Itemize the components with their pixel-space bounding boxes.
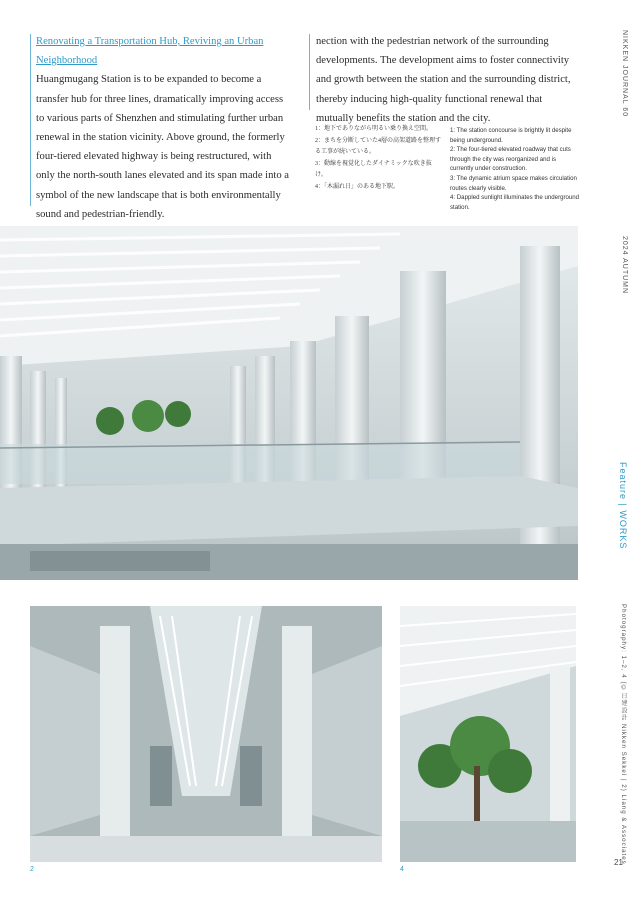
article-paragraph-2-continued: nection with the pedestrian network of the surrounding developments. The development aims to foster connectivity and growth between the station and the surrounding district, thereby inducing high-quality functional renewal that mutually benefits the station and the city. bbox=[316, 36, 571, 124]
caption-en-4: 4: Dappled sunlight illuminates the underground station. bbox=[450, 194, 580, 211]
caption-ja-2: 2：まちを分断していた4層の高架道路を整理する工事が続いている。 bbox=[315, 137, 442, 156]
caption-ja-4: 4：「木漏れ日」のある地下駅。 bbox=[315, 183, 400, 190]
photo-concourse bbox=[0, 226, 578, 580]
caption-en-1: 1: The station concourse is brightly lit despite being underground. bbox=[450, 127, 572, 144]
page-number: 21 bbox=[614, 858, 623, 867]
column-rule-left bbox=[30, 34, 31, 206]
captions-japanese bbox=[315, 124, 441, 194]
caption-en-2: 2: The four-tiered elevated roadway that cuts through the city was reorganized and is currently under construction. bbox=[450, 146, 571, 173]
photo-concourse-image bbox=[0, 226, 578, 580]
figure-label-4: 4 bbox=[400, 866, 404, 873]
photo-credit: Photography: 1–2, 4 (©日建設計 Nikken Sekkei | 2) Liang & Associates bbox=[620, 604, 627, 865]
caption-ja-3: 3：動線を視覚化したダイナミックな吹き抜け。 bbox=[315, 160, 432, 179]
article-heading: Renovating a Transportation Hub, Reviving an Urban Neighborhood bbox=[36, 36, 264, 67]
running-header-season: 2024 AUTUMN bbox=[621, 236, 628, 295]
article-column-right bbox=[316, 32, 578, 128]
running-header-section: Feature | WORKS bbox=[618, 462, 628, 550]
column-rule-right bbox=[309, 34, 310, 110]
caption-ja-1: 1：地下でありながら明るい乗り換え空間。 bbox=[315, 126, 433, 132]
photo-garden bbox=[400, 606, 576, 862]
figure-label-2: 2 bbox=[30, 866, 34, 873]
article-paragraph-1: Huangmugang Station is to be expanded to become a transfer hub for three lines, dramatically improving access to various parts of Shenzhen and stimulating further urban renewal in the station vicinity. Above ground, the formerly four-tiered elevated highway is being restructured, with only the north-south lanes elevated and its span made into a symbol of the new landscape that is both environmentally sound and pedestrian-friendly. bbox=[36, 74, 290, 220]
running-header-journal: NIKKEN JOURNAL 60 bbox=[621, 30, 628, 118]
captions-english bbox=[450, 126, 580, 212]
photo-atrium bbox=[30, 606, 382, 862]
caption-en-3: 3: The dynamic atrium space makes circulation routes clearly visible. bbox=[450, 174, 577, 192]
photo-garden-image bbox=[400, 606, 576, 862]
photo-atrium-image bbox=[30, 606, 382, 862]
